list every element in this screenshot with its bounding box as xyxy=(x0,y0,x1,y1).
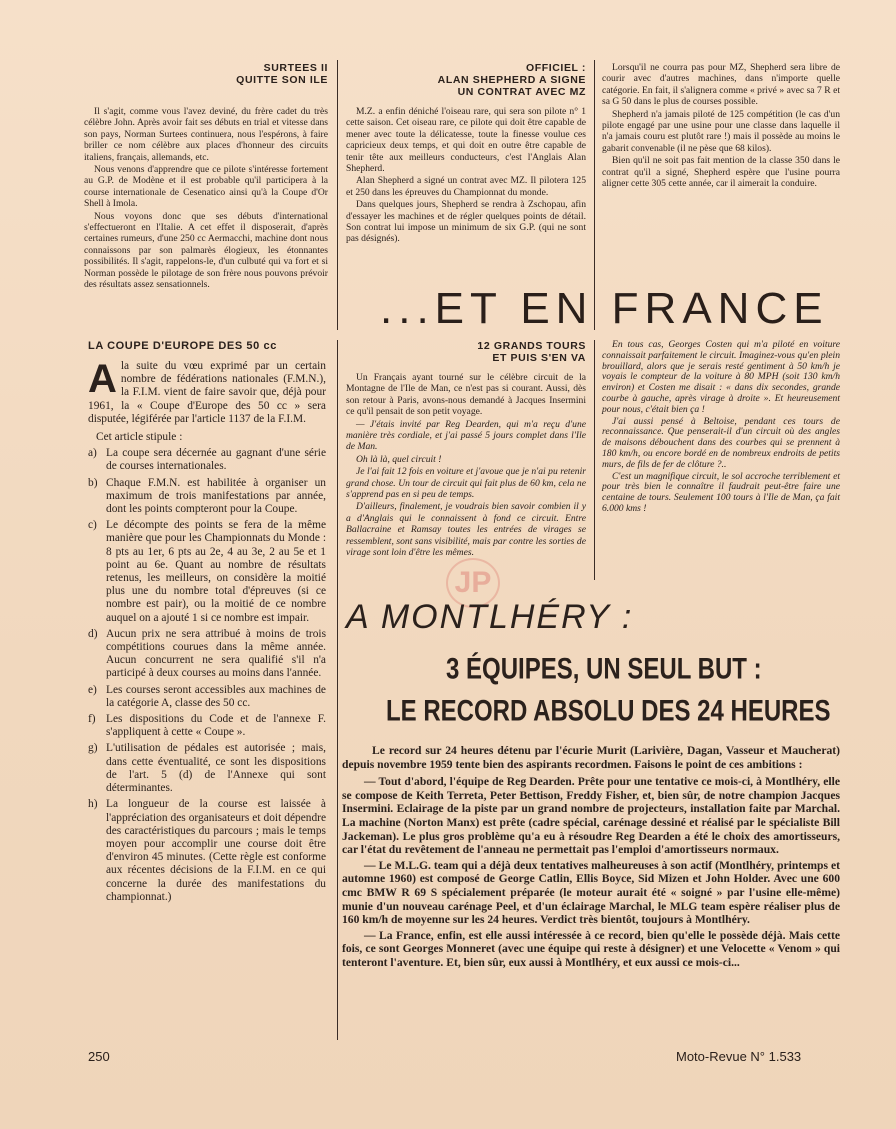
list-item xyxy=(88,519,326,625)
surtees-headline-1: SURTEES II xyxy=(263,62,328,74)
coupe-intro-text: la suite du vœu exprimé par un certain nombre de fédérations nationales (F.M.N.), la F.I.M. vient de faire savoir que, déjà pour 1961, la « Coupe d'Europe des 50 cc » sera disputée, légiférée par l'article 1137 de la F.I.M. xyxy=(88,360,326,425)
tours-headline-2: ET PUIS S'EN VA xyxy=(492,352,586,364)
shepherd-para-2: Alan Shepherd a signé un contrat avec MZ. Il pilotera 125 et 250 dans les épreuves du Championnat du monde. xyxy=(346,175,586,198)
tours-article-col2 xyxy=(602,340,840,516)
tours-quote-6: J'ai aussi pensé à Beltoise, pendant ces tours de reconnaissance. Que penserait-il d'un circuit où des angles de maisons débouchent dans des courbes qui se prennent à 180 km/h, ou encore bordé en de nombreux endroits de petits murs, de fils de fer de clôture ?.. xyxy=(602,415,840,470)
shepherd-article-col2 xyxy=(602,62,840,190)
tours-intro: Un Français ayant tourné sur le célèbre circuit de la Montagne de l'Ile de Man, ce n'est pas si courant. Aussi, dès son retour à Paris, avons-nous demandé à Jacques Insermini ce qu'il pensait de son petit voyage. xyxy=(346,372,586,418)
list-item-text: L'utilisation de pédales est autorisée ; mais, dans cette éventualité, ce sont les dispositions de l'art. 5 (d) de l'Annexe qui sont déterminantes. xyxy=(106,742,326,795)
montlhery-headline-1: 3 ÉQUIPES, UN SEUL BUT : xyxy=(446,652,762,686)
list-item-letter: a) xyxy=(88,447,97,460)
coupe-headline: LA COUPE D'EUROPE DES 50 cc xyxy=(88,340,277,352)
surtees-para-3: Nous voyons donc que ses débuts d'international s'effectueront en l'Italie. A cet effet il disposerait, d'après certaines rumeurs, d'une 250 cc Aermacchi, machine dont nous connaissons par son palmarès élogieux, les étonnantes possibilités. Il s'agit, rappelons-le, d'un culbuté qui va fort et si Norman possède le pilotage de son frère nous pouvons prévoir des résultats assez sensationnels. xyxy=(84,210,328,291)
shepherd-para-1: M.Z. a enfin déniché l'oiseau rare, qui sera son pilote n° 1 cette saison. Cet oiseau rare, ce pilote qui doit être capable de mener avec toute la délicatesse, toute la finesse voulue ces capricieux deux temps, et qui doit en outre être capable de tenir tête aux meilleurs conducteurs, c'est l'Anglais Alan Shepherd. xyxy=(346,106,586,175)
list-item-text: Le décompte des points se fera de la même manière que pour les Championnats du Monde : 8 pts au 1er, 6 pts au 2e, 4 au 3e, 2 au 5e et 1 point au 6e. Quant au nombre de résultats retenus, les meilleurs, on considère la moitié plus une du nombre total d'épreuves (si ce nombre est pair), ou la moitié de ce nombre auquel on a ajouté 1 si ce nombre est impair. xyxy=(106,519,326,624)
coupe-dropcap: A xyxy=(88,357,117,401)
tours-headline-1: 12 GRANDS TOURS xyxy=(477,340,586,352)
tours-article-col1 xyxy=(346,340,586,559)
montlhery-para-4: — La France, enfin, est elle aussi intéressée à ce record, bien qu'elle le possède déjà. Mais cette fois, ce sont Georges Monneret (avec une équipe qui reste à désigner) et une Velocette « Venom » qui tenteront l'aventure. Et, bien sûr, eux aussi à Montlhéry, et eux aussi ce mois-ci... xyxy=(342,928,840,969)
surtees-para-2: Nous venons d'apprendre que ce pilote s'intéresse fortement au G.P. de Modène et il est probable qu'il participera à la course internationale de Cesenatico ainsi qu'à la Coupe d'Or Shell à Imola. xyxy=(84,164,328,210)
montlhery-para-1: Le record sur 24 heures détenu par l'écurie Murit (Larivière, Dagan, Vasseur et Maucherat) depuis novembre 1959 tente bien des aspirants recordmen. Faisons le point de ces ambitions : xyxy=(342,744,840,771)
list-item-text: Chaque F.M.N. est habilitée à organiser un maximum de trois manifestations par année, dont les points compteront pour la Coupe. xyxy=(106,476,326,516)
shepherd-headline-2: ALAN SHEPHERD A SIGNE xyxy=(437,74,586,86)
list-item xyxy=(88,628,326,681)
montlhery-para-3: — Le M.L.G. team qui a déjà deux tentatives malheureuses à son actif (Montlhéry, printemps et automne 1960) est composé de George Catlin, Ellis Boyce, Sid Mizen et John Holder. Avec une 600 cmc BMW R 69 S spécialement préparée (le moteur aurait été « soigné » par l'usine elle-même) munie d'un nouveau carénage Peel, et d'un éclairage Marchal, le MLG team espère réaliser plus de 160 km/h de moyenne sur les 24 heures. Verdict très bientôt, toujours à Montlhéry. xyxy=(342,858,840,927)
list-item xyxy=(88,713,326,739)
coupe-rules-list xyxy=(88,447,326,904)
list-item-letter: b) xyxy=(88,476,98,489)
list-item-text: Aucun prix ne sera attribué à moins de trois compétitions courues dans la même année. Aucun concurrent ne sera qualifié s'il n'a participé à deux courses au moins dans l'année. xyxy=(106,627,326,680)
column-divider xyxy=(337,60,338,330)
shepherd-para-6: Bien qu'il ne soit pas fait mention de la classe 350 dans le contrat qu'il a signé, Shepherd espère que l'usine pourra aligner cette 305 cette année, car il aimerait la conduire. xyxy=(602,155,840,190)
surtees-headline-2: QUITTE SON ILE xyxy=(236,74,328,86)
coupe-lead: Cet article stipule : xyxy=(96,431,183,444)
montlhery-article xyxy=(342,744,840,970)
montlhery-headline-2: LE RECORD ABSOLU DES 24 HEURES xyxy=(386,694,831,728)
surtees-article xyxy=(84,62,328,292)
list-item-text: La longueur de la course est laissée à l'appréciation des organisateurs et doit dépendre des caractéristiques du parcours ; mais le temps moyen pour accomplir une course doit être d'environ 45 minutes. (Cette règle est conforme aux récentes décisions de la F.I.M. en ce qui concerne la durée des manifestations du championnat.) xyxy=(106,798,326,903)
watermark-seal: JP xyxy=(446,558,500,608)
list-item xyxy=(88,447,326,473)
tours-quote-5: En tous cas, Georges Costen qui m'a piloté en voiture connaissait parfaitement le circuit. Imaginez-vous qu'en plein brouillard, alors que je serais resté gentiment à 50 km/h je voyais le compteur de la voiture à 80 MPH (soit 130 km/h environ) et Costen me disait : « dans dix secondes, grande courbe à gauche, après virage à droite ». Et heureusement pour nous, c'était bien ça ! xyxy=(602,339,840,415)
tours-quote-1: — J'étais invité par Reg Dearden, qui m'a reçu d'une manière très cordiale, et j'ai passé 5 jours complet dans l'Ile de Man. xyxy=(346,418,586,453)
column-divider xyxy=(594,340,595,580)
list-item xyxy=(88,477,326,517)
tours-quote-3: Je l'ai fait 12 fois en voiture et j'avoue que je n'ai pu retenir grand chose. Un tour de circuit qui fait plus de 60 km, cela ne s'apprend pas en si peu de temps. xyxy=(346,466,586,501)
shepherd-headline-1: OFFICIEL : xyxy=(525,62,586,74)
page-number: 250 xyxy=(88,1049,110,1064)
tours-quote-2: Oh là là, quel circuit ! xyxy=(356,453,442,465)
surtees-para-1: Il s'agit, comme vous l'avez deviné, du frère cadet du très célèbre John. Après avoir fait ses débuts en trial et vitesse dans son pays, Norman Surtees continuera, nous l'espérons, à faire briller ce nom célèbre aux places d'honneur des circuits italiens, français, allemands, etc. xyxy=(84,106,328,163)
magazine-issue: Moto-Revue N° 1.533 xyxy=(676,1049,802,1064)
list-item-letter: h) xyxy=(88,798,98,811)
list-item xyxy=(88,798,326,904)
tours-quote-4: D'ailleurs, finalement, je voudrais bien savoir combien il y a d'Anglais qui le connaissent à fond ce circuit. Entre Ballacraine et Ramsay toutes les entrées de virages se ressemblent, sont sans visibilité, mais par contre les sorties de virage sont loin d'être les mêmes. xyxy=(346,501,586,559)
shepherd-para-5: Shepherd n'a jamais piloté de 125 compétition (le cas d'un pilote engagé par une usine pour une classe dans laquelle il n'a jamais couru est plutôt rare !) mais il possède au moins le gabarit convenable (il ne pèse que 68 kilos). xyxy=(602,108,840,154)
list-item-letter: e) xyxy=(88,683,97,696)
list-item-letter: c) xyxy=(88,519,97,532)
list-item-text: Les courses seront accessibles aux machines de la catégorie A, classe des 50 cc. xyxy=(106,683,326,709)
coupe-intro xyxy=(88,357,326,426)
shepherd-para-4: Lorsqu'il ne courra pas pour MZ, Shepherd sera libre de courir avec d'autres machines, dans n'importe quelle catégorie. En fait, il s'alignera comme « privé » avec sa 7 R et sa G 50 dans le plus de courses possible. xyxy=(602,62,840,108)
shepherd-para-3: Dans quelques jours, Shepherd se rendra à Zschopau, afin d'essayer les machines et de régler quelques points de détail. Son contrat lui impose un minimum de six G.P. (qui ne sont pas désignés). xyxy=(346,199,586,245)
shepherd-headline-3: UN CONTRAT AVEC MZ xyxy=(457,86,586,98)
column-divider xyxy=(337,340,338,1040)
list-item-text: La coupe sera décernée au gagnant d'une série de courses internationales. xyxy=(106,447,326,473)
france-section-title: ...ET EN FRANCE xyxy=(380,284,829,333)
tours-quote-7: C'est un magnifique circuit, le sol accroche terriblement et pour très bien le connaître il faudrait peut-être faire une centaine de tours. Seulement 100 tours à l'Ile de Man, ça fait 6.000 kms ! xyxy=(602,470,840,514)
coupe-article xyxy=(88,340,326,907)
list-item-text: Les dispositions du Code et de l'annexe F. s'appliquent à cette « Coupe ». xyxy=(106,713,326,739)
montlhery-kicker: A MONTLHÉRY : xyxy=(346,598,634,636)
list-item-letter: g) xyxy=(88,742,98,755)
list-item xyxy=(88,742,326,795)
montlhery-para-2: — Tout d'abord, l'équipe de Reg Dearden. Prête pour une tentative ce mois-ci, à Montlhéry, elle se compose de Keith Terreta, Peter Bettison, Freddy Fisher, et, bien sûr, de notre champion Jacques Insermini. Eclairage de la piste par un grand nombre de projecteurs, installation faite par Marchal. La machine (Norton Manx) est prête (cadre spécial, carénage dessiné et réalisé par le spécialiste Bill Jackeman). Le plus gros problème qu'a eu à résoudre Reg Dearden a été le choix des amortisseurs, car l'état du revêtement de l'anneau ne permettait pas l'emploi d'amortisseurs normaux. xyxy=(342,775,840,857)
list-item-letter: f) xyxy=(88,713,96,726)
list-item-letter: d) xyxy=(88,627,98,640)
shepherd-article-col1 xyxy=(346,62,586,246)
list-item xyxy=(88,684,326,710)
